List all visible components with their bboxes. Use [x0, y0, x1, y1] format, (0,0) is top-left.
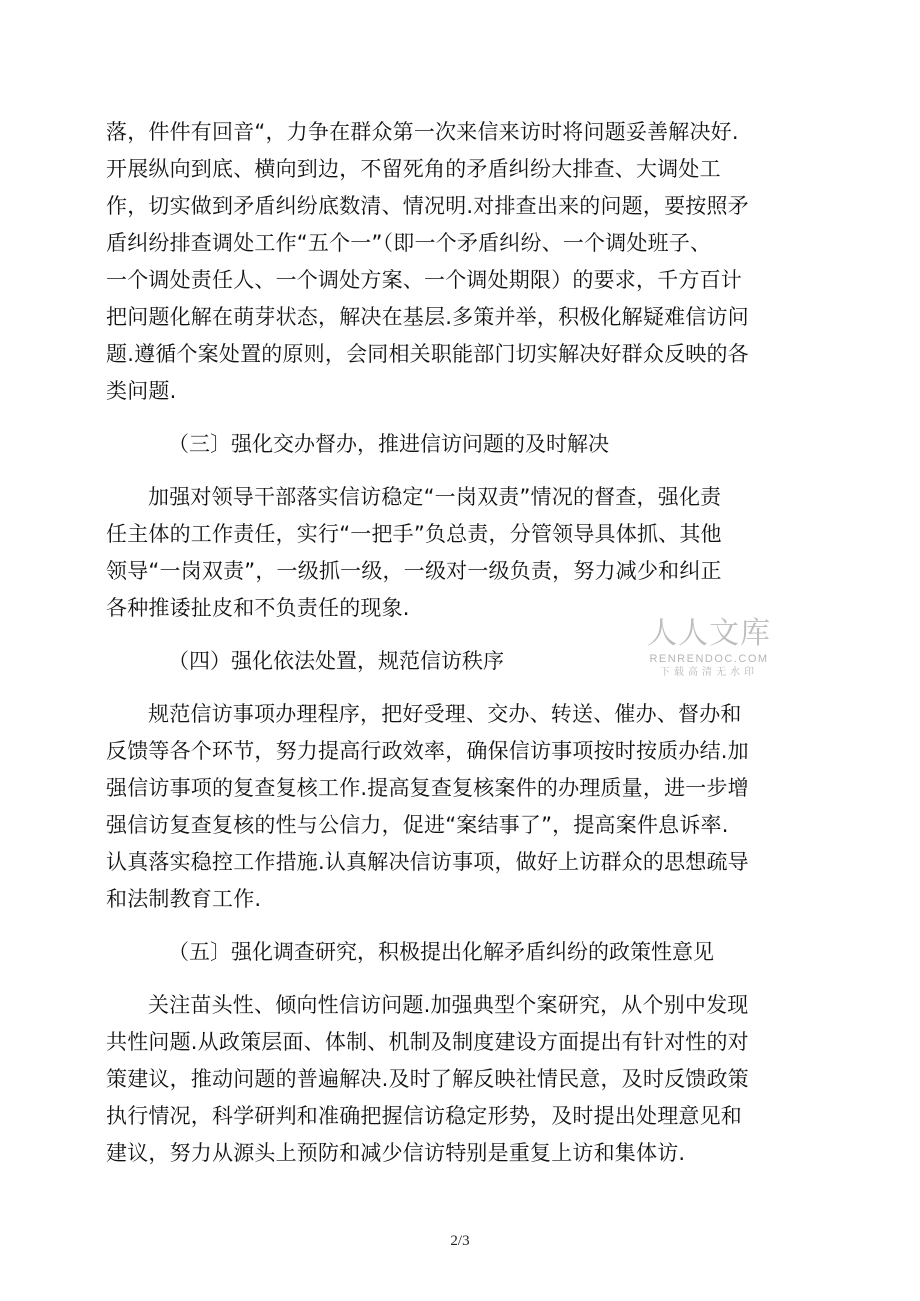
paragraph-line: 关注苗头性、倾向性信访问题.加强典型个案研究，从个别中发现	[148, 993, 749, 1017]
paragraph	[106, 114, 796, 410]
paragraph-line: 题.遵循个案处置的原则，会同相关职能部门切实解决好群众反映的各	[106, 342, 749, 366]
paragraph-gap	[106, 463, 796, 479]
paragraph-gap	[106, 410, 796, 426]
paragraph-line: 策建议，推动问题的普遍解决.及时了解反映社情民意，及时反馈政策	[106, 1067, 749, 1091]
paragraph-gap	[106, 971, 796, 987]
paragraph-line: 建议，努力从源头上预防和减少信访特别是重复上访和集体访.	[106, 1141, 686, 1165]
paragraph-line: 和法制教育工作.	[106, 887, 262, 911]
paragraph-line: 加强对领导干部落实信访稳定“一岗双责”情况的督查，强化责	[148, 485, 722, 509]
paragraph-line: 开展纵向到底、横向到边，不留死角的矛盾纠纷大排查、大调处工	[106, 157, 721, 181]
paragraph	[106, 479, 796, 627]
paragraph-line: 落，件件有回音“，力争在群众第一次来信来访时将问题妥善解决好.	[106, 120, 739, 144]
paragraph-line: 作，切实做到矛盾纠纷底数清、情况明.对排查出来的问题，要按照矛	[106, 194, 749, 218]
paragraph-line: 各种推诿扯皮和不负责任的现象.	[106, 596, 410, 620]
watermark-domain: RENRENDOC.COM	[649, 653, 769, 665]
watermark-logo	[644, 616, 774, 680]
paragraph-line: 强信访复查复核的性与公信力，促进“案结事了”，提高案件息诉率.	[106, 813, 729, 837]
paragraph-line: 强信访事项的复查复核工作.提高复查复核案件的办理质量，进一步增	[106, 776, 749, 800]
watermark-subtitle: 下载高清无水印	[660, 667, 758, 678]
paragraph-gap	[106, 680, 796, 696]
section-heading: （五〕强化调查研究，积极提出化解矛盾纠纷的政策性意见	[168, 940, 714, 964]
paragraph-line: 领导“一岗双责”，一级抓一级，一级对一级负责，努力减少和纠正	[106, 559, 722, 583]
paragraph-line: 把问题化解在萌芽状态，解决在基层.多策并举，积极化解疑难信访问	[106, 305, 749, 329]
paragraph-line: 任主体的工作责任，实行“一把手”负总责，分管领导具体抓、其他	[106, 522, 722, 546]
section-heading: （三〕强化交办督办，推进信访问题的及时解决	[168, 432, 609, 456]
watermark-title: 人人文库	[647, 616, 771, 651]
paragraph-line: 反馈等各个环节，努力提高行政效率，确保信访事项按时按质办结.加	[106, 739, 749, 763]
paragraph-line: 规范信访事项办理程序，把好受理、交办、转送、催办、督办和	[148, 702, 742, 726]
paragraph-line: 类问题.	[106, 379, 177, 403]
paragraph-line: 盾纠纷排查调处工作“五个一”（即一个矛盾纠纷、一个调处班子、	[106, 231, 712, 255]
paragraph-line: 认真落实稳控工作措施.认真解决信访事项，做好上访群众的思想疏导	[106, 850, 749, 874]
section-heading: （四）强化依法处置，规范信访秩序	[168, 649, 504, 673]
paragraph	[106, 696, 796, 918]
page-number: 2/3	[450, 1233, 470, 1249]
paragraph-line: 一个调处责任人、一个调处方案、一个调处期限）的要求，千方百计	[106, 268, 742, 292]
paragraph-gap	[106, 918, 796, 934]
paragraph-line: 共性问题.从政策层面、体制、机制及制度建设方面提出有针对性的对	[106, 1030, 749, 1054]
paragraph	[106, 987, 796, 1172]
paragraph-line: 执行情况，科学研判和准确把握信访稳定形势，及时提出处理意见和	[106, 1104, 742, 1128]
